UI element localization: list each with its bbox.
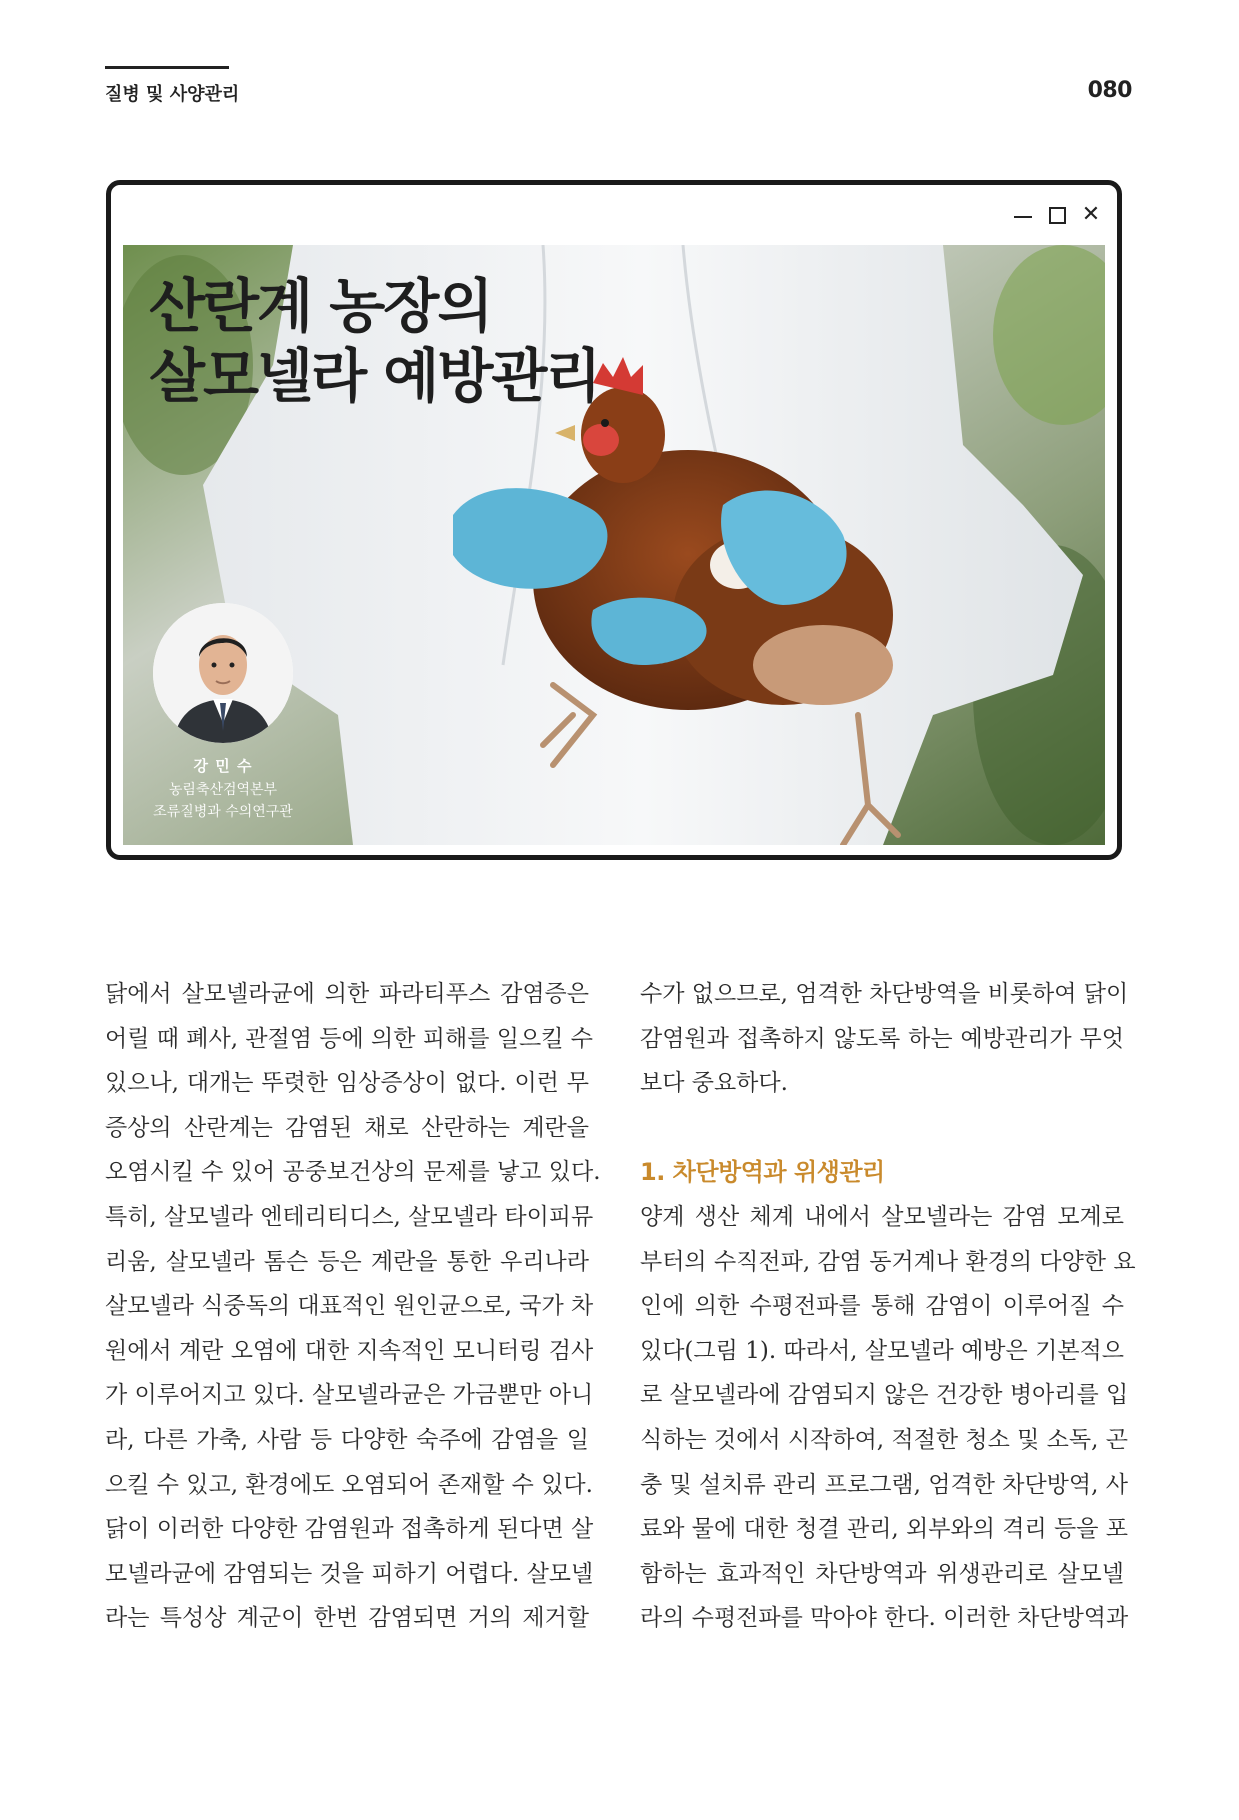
text-line: 식하는 것에서 시작하여, 적절한 청소 및 소독, 곤 [640,1426,1128,1453]
text-line: 라는 특성상 계군이 한번 감염되면 거의 제거할 [105,1605,589,1632]
feature-window [106,180,1122,860]
author-portrait [153,603,293,743]
text-line: 양계 생산 체계 내에서 살모넬라는 감염 모계로 [640,1203,1124,1230]
window-controls [1013,202,1101,227]
hero-title-line-1: 산란계 농장의 [149,272,492,340]
text-line: 보다 중요하다. [640,1070,788,1097]
text-line: 닭이 이러한 다양한 감염원과 접촉하게 된다면 살 [105,1516,594,1543]
text-line: 증상의 산란계는 감염된 채로 산란하는 계란을 [105,1114,589,1141]
text-line: 특히, 살모넬라 엔테리티디스, 살모넬라 타이피뮤 [105,1203,594,1230]
text-line: 어릴 때 폐사, 관절염 등에 의한 피해를 일으킬 수 [105,1025,593,1052]
text-line: 라, 다른 가축, 사람 등 다양한 숙주에 감염을 일 [105,1426,589,1453]
section-label: 질병 및 사양관리 [105,84,240,105]
hero-image [123,245,1105,845]
hero-title [149,271,599,411]
text-line: 리움, 살모넬라 톰슨 등은 계란을 통한 우리나라 [105,1248,589,1275]
author-name: 강 민 수 [193,757,253,775]
text-line: 감염원과 접촉하지 않도록 하는 예방관리가 무엇 [640,1025,1124,1052]
text-line: 원에서 계란 오염에 대한 지속적인 모니터링 검사 [105,1337,594,1364]
maximize-icon[interactable] [1047,205,1067,225]
hero-title-line-2: 살모넬라 예방관리 [149,342,600,410]
text-line: 모넬라균에 감염되는 것을 피하기 어렵다. 살모넬 [105,1560,594,1587]
author-position: 조류질병과 수의연구관 [153,804,293,820]
text-line: 인에 의한 수평전파를 통해 감염이 이루어질 수 [640,1293,1124,1320]
article-column-right [640,972,1136,1641]
text-line: 라의 수평전파를 막아야 한다. 이러한 차단방역과 [640,1605,1129,1632]
text-line: 있다(그림 1). 따라서, 살모넬라 예방은 기본적으 [640,1337,1124,1364]
text-line: 충 및 설치류 관리 프로그램, 엄격한 차단방역, 사 [640,1471,1128,1498]
text-line: 살모넬라 식중독의 대표적인 원인균으로, 국가 차 [105,1293,594,1320]
paragraph-gap [640,1106,1124,1151]
article-column-left [105,972,601,1641]
text-line: 으킬 수 있고, 환경에도 오염되어 존재할 수 있다. [105,1471,593,1498]
text-line: 닭에서 살모넬라균에 의한 파라티푸스 감염증은 [105,981,589,1007]
avatar [153,603,293,743]
page-number: 080 [1087,78,1132,103]
close-icon[interactable]: ✕ [1081,202,1101,227]
text-line: 함하는 효과적인 차단방역과 위생관리로 살모넬 [640,1560,1124,1587]
text-line: 료와 물에 대한 청결 관리, 외부와의 격리 등을 포 [640,1516,1128,1543]
text-line: 가 이루어지고 있다. 살모넬라균은 가금뿐만 아니 [105,1382,594,1409]
text-line: 오염시킬 수 있어 공중보건상의 문제를 낳고 있다. [105,1159,601,1186]
text-line: 수가 없으므로, 엄격한 차단방역을 비롯하여 닭이 [640,981,1129,1007]
section-heading: 1. 차단방역과 위생관리 [640,1158,885,1187]
author-organization: 농림축산검역본부 [168,782,278,798]
minimize-icon[interactable] [1013,205,1033,225]
text-line: 부터의 수직전파, 감염 동거계나 환경의 다양한 요 [640,1248,1136,1275]
text-line: 있으나, 대개는 뚜렷한 임상증상이 없다. 이런 무 [105,1070,589,1097]
text-line: 로 살모넬라에 감염되지 않은 건강한 병아리를 입 [640,1382,1129,1409]
header-rule [105,66,229,69]
